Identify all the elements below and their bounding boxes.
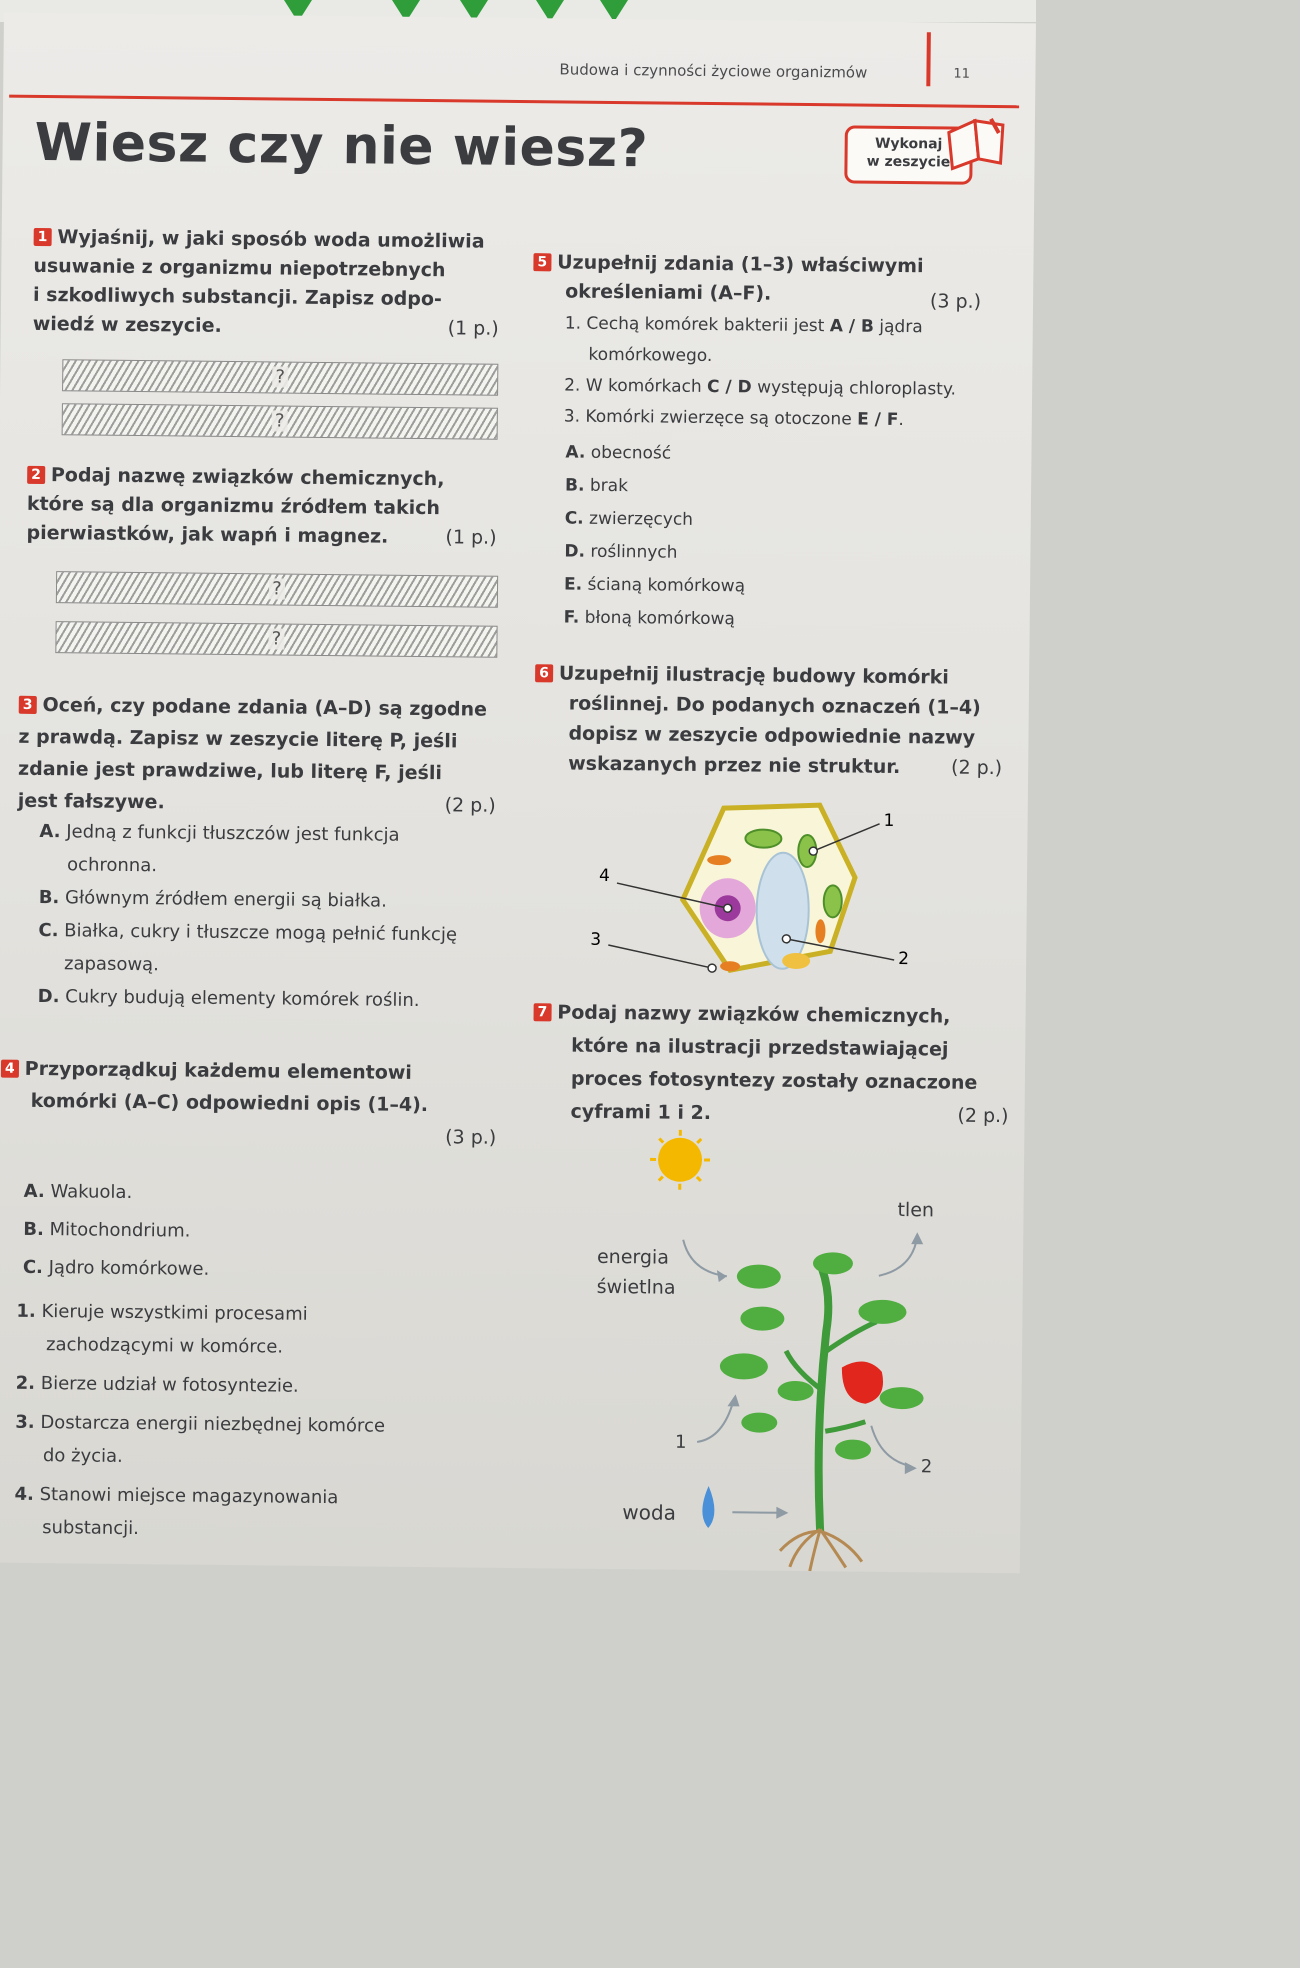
badge-line-1: Wykonaj (874, 135, 943, 153)
question-line: Podaj nazwę związków chemicznych, (50, 464, 445, 491)
points: (2 p.) (444, 794, 496, 817)
question-line: dopisz w zeszycie odpowiednie nazwy (568, 722, 976, 749)
arrow-head (717, 1270, 727, 1282)
points: (2 p.) (950, 756, 1003, 780)
statement-continuation: ochronna. (66, 854, 158, 877)
pointer-dot (809, 847, 817, 855)
question-line: i szkodliwych substancji. Zapisz odpo- (32, 283, 442, 311)
question-number: 1 (34, 228, 52, 246)
arrow-head (727, 1394, 739, 1406)
cell-elements-list (23, 1173, 324, 1290)
question-5 (533, 248, 982, 311)
question-line: zdanie jest prawdziwe, lub literę F, jeśli (17, 757, 443, 785)
label-2: 2 (920, 1456, 933, 1478)
label-1: 1 (883, 810, 895, 831)
water-drop-icon (702, 1486, 714, 1528)
pointer-dot (724, 904, 732, 912)
light-arrow (683, 1240, 727, 1276)
question-line: komórki (A–C) odpowiedni opis (1–4). (30, 1089, 429, 1117)
question-line: usuwanie z organizmu niepotrzebnych (33, 254, 446, 282)
plant-cell-diagram (582, 789, 924, 993)
question-6 (534, 658, 1003, 783)
question-line: z prawdą. Zapisz w zeszycie literę P, jeśli (18, 725, 458, 753)
water-arrow (732, 1512, 780, 1513)
element-item: B. Mitochondrium. (23, 1218, 191, 1242)
element-item: C. Jądro komórkowe. (22, 1256, 210, 1280)
arrow-1 (697, 1400, 733, 1442)
question-line: cyframi 1 i 2. (570, 1100, 712, 1125)
points: (1 p.) (445, 526, 497, 549)
question-number: 7 (533, 1003, 551, 1021)
question-number: 2 (27, 466, 45, 484)
question-number: 6 (535, 664, 553, 682)
description-item: 3. Dostarcza energii niezbędnej komórce (15, 1411, 386, 1437)
sentence-item: 1. Cechą komórek bakterii jest A / B jądra (564, 313, 923, 338)
question-2 (26, 461, 497, 553)
page-title: Wiesz czy nie wiesz? (34, 112, 649, 180)
question-line: jest fałszywe. (17, 789, 165, 814)
label-water: woda (622, 1500, 677, 1525)
label-4: 4 (598, 865, 610, 886)
description-continuation: zachodzącymi w komórce. (45, 1334, 284, 1358)
option-item: E. ścianą komórkową (563, 574, 746, 597)
question-line: wiedź w zeszycie. (32, 312, 222, 337)
options-list (564, 437, 866, 638)
points: (1 p.) (447, 317, 499, 340)
element-item: A. Wakuola. (23, 1180, 133, 1204)
pointer-dot (708, 964, 716, 972)
label-1: 1 (674, 1431, 687, 1453)
pointer-line-3 (608, 945, 712, 968)
photosynthesis-diagram (584, 1129, 989, 1573)
label-3: 3 (590, 929, 602, 950)
notebook-icon (940, 110, 1011, 173)
sentence-item: 3. Komórki zwierzęce są otoczone E / F. (563, 406, 904, 431)
label-oxygen: tlen (897, 1199, 935, 1222)
badge-line-2: w zeszycie (866, 153, 951, 171)
question-4 (0, 1053, 497, 1154)
sentence-item: 2. W komórkach C / D występują chloroplasty. (564, 375, 957, 400)
arrow-head (911, 1232, 923, 1244)
option-item: A. obecność (565, 442, 672, 464)
question-line: które są dla organizmu źródłem takich (26, 492, 441, 520)
description-continuation: substancji. (42, 1517, 139, 1540)
arrow-2 (871, 1426, 911, 1466)
option-item: D. roślinnych (564, 541, 678, 563)
question-line: pierwiastków, jak wapń i magnez. (26, 521, 389, 548)
points: (3 p.) (445, 1126, 497, 1149)
plant-illustration (718, 1251, 925, 1572)
chloroplast (824, 885, 842, 917)
sentences-list (564, 308, 1005, 437)
question-line: wskazanych przez nie struktur. (568, 752, 901, 779)
question-line: roślinnej. Do podanych oznaczeń (1–4) (568, 692, 981, 719)
textbook-page (0, 13, 1036, 1574)
points: (2 p.) (957, 1104, 1009, 1128)
arrow-head (905, 1462, 917, 1474)
answer-field[interactable]: ? (62, 359, 498, 396)
question-line: proces fotosyntezy zostały oznaczone (570, 1067, 978, 1094)
label-energy-line1: energia (596, 1245, 670, 1269)
statement-continuation: zapasową. (63, 953, 159, 976)
question-3 (18, 689, 497, 822)
answer-field[interactable]: ? (56, 571, 498, 608)
question-7 (532, 996, 1009, 1133)
statement-item: B. Głównym źródłem energii są białka. (38, 887, 387, 912)
descriptions-list (14, 1295, 487, 1549)
oxygen-arrow (879, 1236, 917, 1276)
label-energy-line2: świetlna (596, 1275, 676, 1299)
statement-item: C. Białka, cukry i tłuszcze mogą pełnić funkcję (38, 920, 458, 946)
question-number: 4 (1, 1060, 19, 1078)
pointer-dot (782, 935, 790, 943)
header-rule (9, 95, 1019, 109)
option-item: B. brak (565, 475, 629, 497)
question-1 (33, 223, 500, 344)
description-item: 2. Bierze udział w fotosyntezie. (15, 1372, 299, 1397)
sentence-continuation: komórkowego. (588, 344, 713, 367)
description-continuation: do życia. (42, 1445, 123, 1467)
description-item: 1. Kieruje wszystkimi procesami (16, 1300, 308, 1325)
points: (3 p.) (929, 290, 982, 313)
question-line: Uzupełnij zdania (1–3) właściwymi (557, 251, 924, 278)
question-line: Oceń, czy podane zdania (A–D) są zgodne (42, 694, 488, 721)
description-item: 4. Stanowi miejsce magazynowania (14, 1483, 339, 1509)
vacuole (756, 853, 809, 970)
option-item: F. błoną komórkową (563, 607, 735, 630)
statement-list (38, 815, 510, 1018)
question-number: 5 (533, 253, 551, 271)
question-line: Wyjaśnij, w jaki sposób woda umożliwia (57, 226, 485, 253)
chapter-title: Budowa i czynności życiowe organizmów (559, 60, 868, 82)
question-number: 3 (19, 696, 37, 714)
question-line: Podaj nazwy związków chemicznych, (557, 1001, 951, 1028)
statement-item: A. Jedną z funkcji tłuszczów jest funkcja (39, 821, 400, 846)
chloroplast (745, 829, 781, 847)
arrow-head (776, 1507, 788, 1519)
header-separator (926, 32, 931, 86)
question-line: które na ilustracji przedstawiającej (571, 1034, 949, 1061)
page-number: 11 (953, 66, 971, 82)
label-2: 2 (898, 949, 910, 970)
question-line: Uzupełnij ilustrację budowy komórki (558, 662, 949, 689)
statement-item: D. Cukry budują elementy komórek roślin. (37, 986, 420, 1012)
question-line: określeniami (A–F). (565, 280, 772, 305)
sun-icon (650, 1129, 711, 1190)
option-item: C. zwierzęcych (564, 508, 694, 530)
answer-field[interactable]: ? (55, 621, 497, 658)
answer-field[interactable]: ? (62, 403, 498, 440)
question-line: Przyporządkuj każdemu elementowi (24, 1057, 412, 1084)
